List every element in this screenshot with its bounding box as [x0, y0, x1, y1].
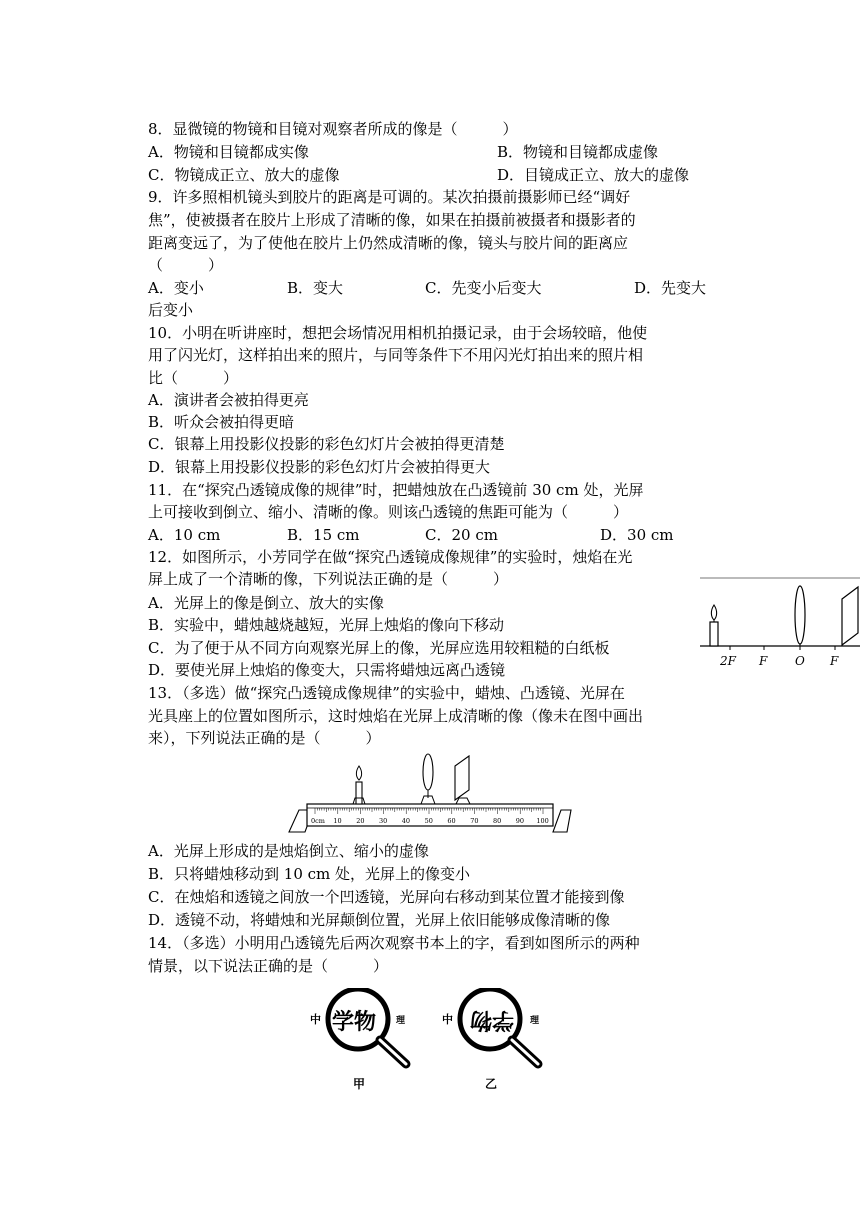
- flame-icon: [711, 605, 716, 620]
- q8-option-b[interactable]: B．物镜和目镜都成虚像: [497, 143, 659, 161]
- q11-stem-line2: 上可接收到倒立、缩小、清晰的像。则该凸透镜的焦距可能为（ ）: [148, 503, 629, 521]
- q13-ruler-bench-figure: [285, 752, 575, 838]
- q9-option-c[interactable]: C．先变小后变大: [425, 279, 542, 297]
- q10-option-c[interactable]: C．银幕上用投影仪投影的彩色幻灯片会被拍得更清楚: [148, 435, 505, 453]
- q10-stem-line3: 比（ ）: [148, 369, 239, 387]
- ruler-label: 10: [333, 817, 342, 825]
- q9-option-a[interactable]: A．变小: [148, 279, 204, 297]
- q10-option-a[interactable]: A．演讲者会被拍得更亮: [148, 391, 309, 409]
- ruler-label: 50: [424, 817, 433, 825]
- q9-option-b[interactable]: B．变大: [287, 279, 344, 297]
- q14-stem-line2: 情景，以下说法正确的是（ ）: [148, 957, 389, 975]
- q14-magnifier-figure: [310, 988, 560, 1093]
- q13-option-a[interactable]: A．光屏上形成的是烛焰倒立、缩小的虚像: [148, 842, 429, 860]
- ruler-label: 60: [447, 817, 456, 825]
- jia-inner-text: 学物: [332, 1009, 377, 1035]
- ruler-label: 70: [470, 817, 479, 825]
- q12-option-b[interactable]: B．实验中，蜡烛越烧越短，光屏上烛焰的像向下移动: [148, 616, 505, 634]
- ruler-label: 90: [515, 817, 525, 825]
- q11-option-a[interactable]: A．10 cm: [148, 526, 221, 544]
- yi-outer-right-char: 理: [530, 1016, 540, 1026]
- q11-option-d[interactable]: D．30 cm: [600, 526, 674, 544]
- q9-option-d-cont: 后变小: [148, 301, 194, 319]
- q9-stem-line3: 距离变远了，为了使他在胶片上仍然成清晰的像，镜头与胶片间的距离应: [148, 234, 629, 252]
- q9-option-d[interactable]: D．先变大: [634, 279, 707, 297]
- q13-stem-line3: 来），下列说法正确的是（ ）: [148, 729, 381, 747]
- jia-outer-right-char: 理: [396, 1016, 406, 1026]
- q10-option-d[interactable]: D．银幕上用投影仪投影的彩色幻灯片会被拍得更大: [148, 458, 491, 476]
- ruler-label: 40: [401, 817, 411, 825]
- q10-stem-line2: 用了闪光灯，这样拍出来的照片，与同等条件下不用闪光灯拍出来的照片相: [148, 346, 644, 364]
- ruler-label: 20: [356, 817, 365, 825]
- ruler-label: 30: [379, 817, 388, 825]
- q8-option-d[interactable]: D．目镜成正立、放大的虚像: [497, 166, 690, 184]
- q12-option-c[interactable]: C．为了便于从不同方向观察光屏上的像，光屏应选用较粗糙的白纸板: [148, 639, 610, 657]
- q10-stem-line1: 10．小明在听讲座时，想把会场情况用相机拍摄记录，由于会场较暗，他使: [148, 324, 648, 342]
- caption-jia: 甲: [353, 1077, 366, 1091]
- q13-option-c[interactable]: C．在烛焰和透镜之间放一个凹透镜，光屏向右移动到某位置才能接到像: [148, 888, 625, 906]
- q12-optical-bench-figure: [700, 575, 860, 670]
- q12-stem-line1: 12．如图所示，小芳同学在做“探究凸透镜成像规律”的实验时，烛焰在光: [148, 548, 633, 566]
- candle-icon: [710, 622, 718, 646]
- fig-label-f-left: F: [759, 654, 768, 668]
- q13-option-d[interactable]: D．透镜不动，将蜡烛和光屏颠倒位置，光屏上依旧能够成像清晰的像: [148, 911, 611, 929]
- yi-inner-text-inverted: 学物: [469, 1007, 514, 1033]
- convex-lens-icon: [795, 586, 805, 644]
- q10-option-b[interactable]: B．听众会被拍得更暗: [148, 413, 295, 431]
- q11-option-c[interactable]: C．20 cm: [425, 526, 498, 544]
- q12-option-a[interactable]: A．光屏上的像是倒立、放大的实像: [148, 594, 384, 612]
- yi-outer-left-char: 中: [442, 1013, 453, 1026]
- magnifier-yi: [442, 989, 540, 1091]
- q9-stem-line2: 焦”，使被摄者在胶片上形成了清晰的像，如果在拍摄前被摄者和摄影者的: [148, 211, 636, 229]
- q13-stem-line1: 13．（多选）做“探究凸透镜成像规律”的实验中，蜡烛、凸透镜、光屏在: [148, 684, 625, 702]
- q11-stem-line1: 11．在“探究凸透镜成像的规律”时，把蜡烛放在凸透镜前 30 cm 处，光屏: [148, 481, 644, 499]
- candle-icon: [356, 782, 362, 804]
- ruler-label: 80: [493, 817, 502, 825]
- convex-lens-icon: [423, 754, 433, 790]
- flame-icon: [356, 766, 361, 780]
- fig-label-2f: 2F: [720, 654, 736, 668]
- q9-stem-line1: 9．许多照相机镜头到胶片的距离是可调的。某次拍摄前摄影师已经“调好: [148, 188, 631, 206]
- ruler-label: 0cm: [311, 817, 325, 825]
- q12-option-d[interactable]: D．要使光屏上烛焰的像变大，只需将蜡烛远离凸透镜: [148, 661, 506, 679]
- q12-stem-line2: 屏上成了一个清晰的像，下列说法正确的是（ ）: [148, 570, 509, 588]
- jia-outer-left-char: 中: [310, 1013, 321, 1026]
- q13-stem-line2: 光具座上的位置如图所示，这时烛焰在光屏上成清晰的像（像未在图中画出: [148, 707, 644, 725]
- q9-stem-line4: （ ）: [148, 256, 224, 274]
- screen-icon: [455, 756, 469, 800]
- q8-option-a[interactable]: A．物镜和目镜都成实像: [148, 143, 309, 161]
- q8-stem: 8．显微镜的物镜和目镜对观察者所成的像是（ ）: [148, 120, 518, 138]
- magnifier-jia: [310, 989, 406, 1091]
- q13-option-b[interactable]: B．只将蜡烛移动到 10 cm 处，光屏上的像变小: [148, 865, 471, 883]
- fig-label-f-right: F: [830, 654, 839, 668]
- q11-option-b[interactable]: B．15 cm: [287, 526, 360, 544]
- caption-yi: 乙: [485, 1077, 498, 1091]
- q14-stem-line1: 14．（多选）小明用凸透镜先后两次观察书本上的字，看到如图所示的两种: [148, 934, 640, 952]
- ruler-label: 100: [536, 817, 549, 825]
- screen-icon: [842, 587, 858, 645]
- fig-label-o: O: [795, 654, 805, 668]
- q8-option-c[interactable]: C．物镜成正立、放大的虚像: [148, 166, 340, 184]
